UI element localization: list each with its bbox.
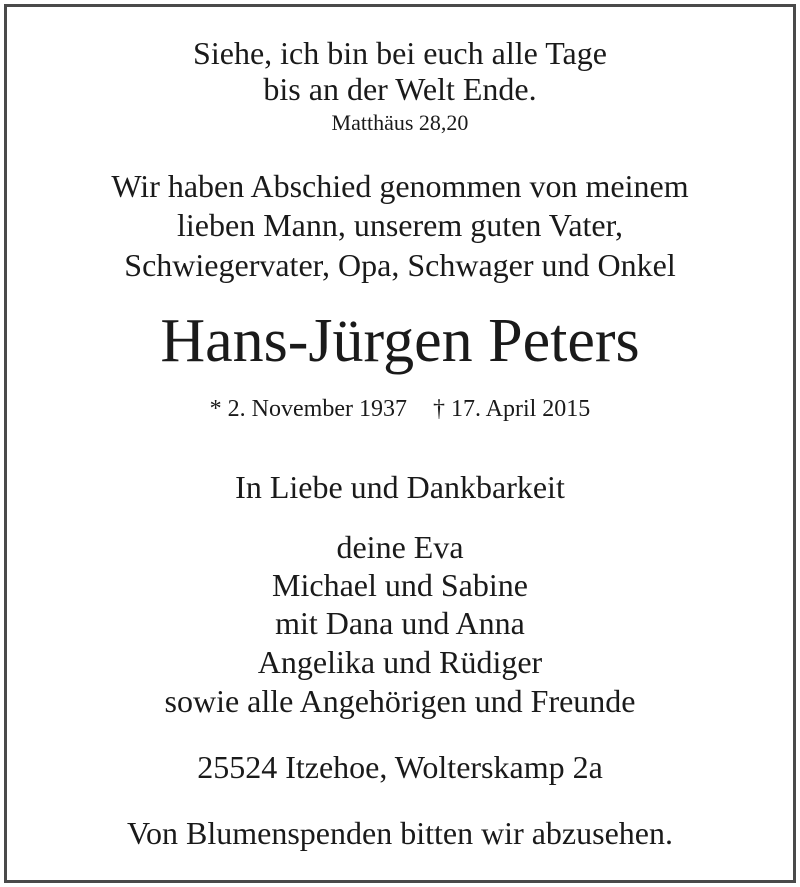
verse-line-1: Siehe, ich bin bei euch alle Tage	[193, 35, 607, 71]
deceased-name: Hans-Jürgen Peters	[160, 307, 640, 375]
flowers-note: Von Blumenspenden bitten wir abzusehen.	[127, 815, 673, 851]
mourner-line: Angelika und Rüdiger	[257, 644, 543, 680]
mourner-line: sowie alle Angehörigen und Freunde	[164, 683, 636, 719]
mourner-line: mit Dana und Anna	[275, 605, 525, 641]
obituary-notice	[4, 4, 796, 883]
life-dates	[7, 395, 793, 423]
mourner-line: deine Eva	[336, 529, 464, 565]
mourner-line: Michael und Sabine	[272, 567, 528, 603]
verse-reference: Matthäus 28,20	[331, 110, 469, 135]
verse-line-2: bis an der Welt Ende.	[263, 71, 537, 107]
announcement-line-1: Wir haben Abschied genommen von meinem	[111, 168, 689, 204]
birth-date: * 2. November 1937	[209, 396, 407, 422]
death-date: † 17. April 2015	[432, 396, 591, 422]
address: 25524 Itzehoe, Wolterskamp 2a	[197, 749, 603, 785]
closing-phrase: In Liebe und Dankbarkeit	[235, 469, 565, 505]
announcement-line-2: lieben Mann, unserem guten Vater,	[177, 207, 623, 243]
announcement-line-3: Schwiegervater, Opa, Schwager und Onkel	[124, 247, 676, 283]
